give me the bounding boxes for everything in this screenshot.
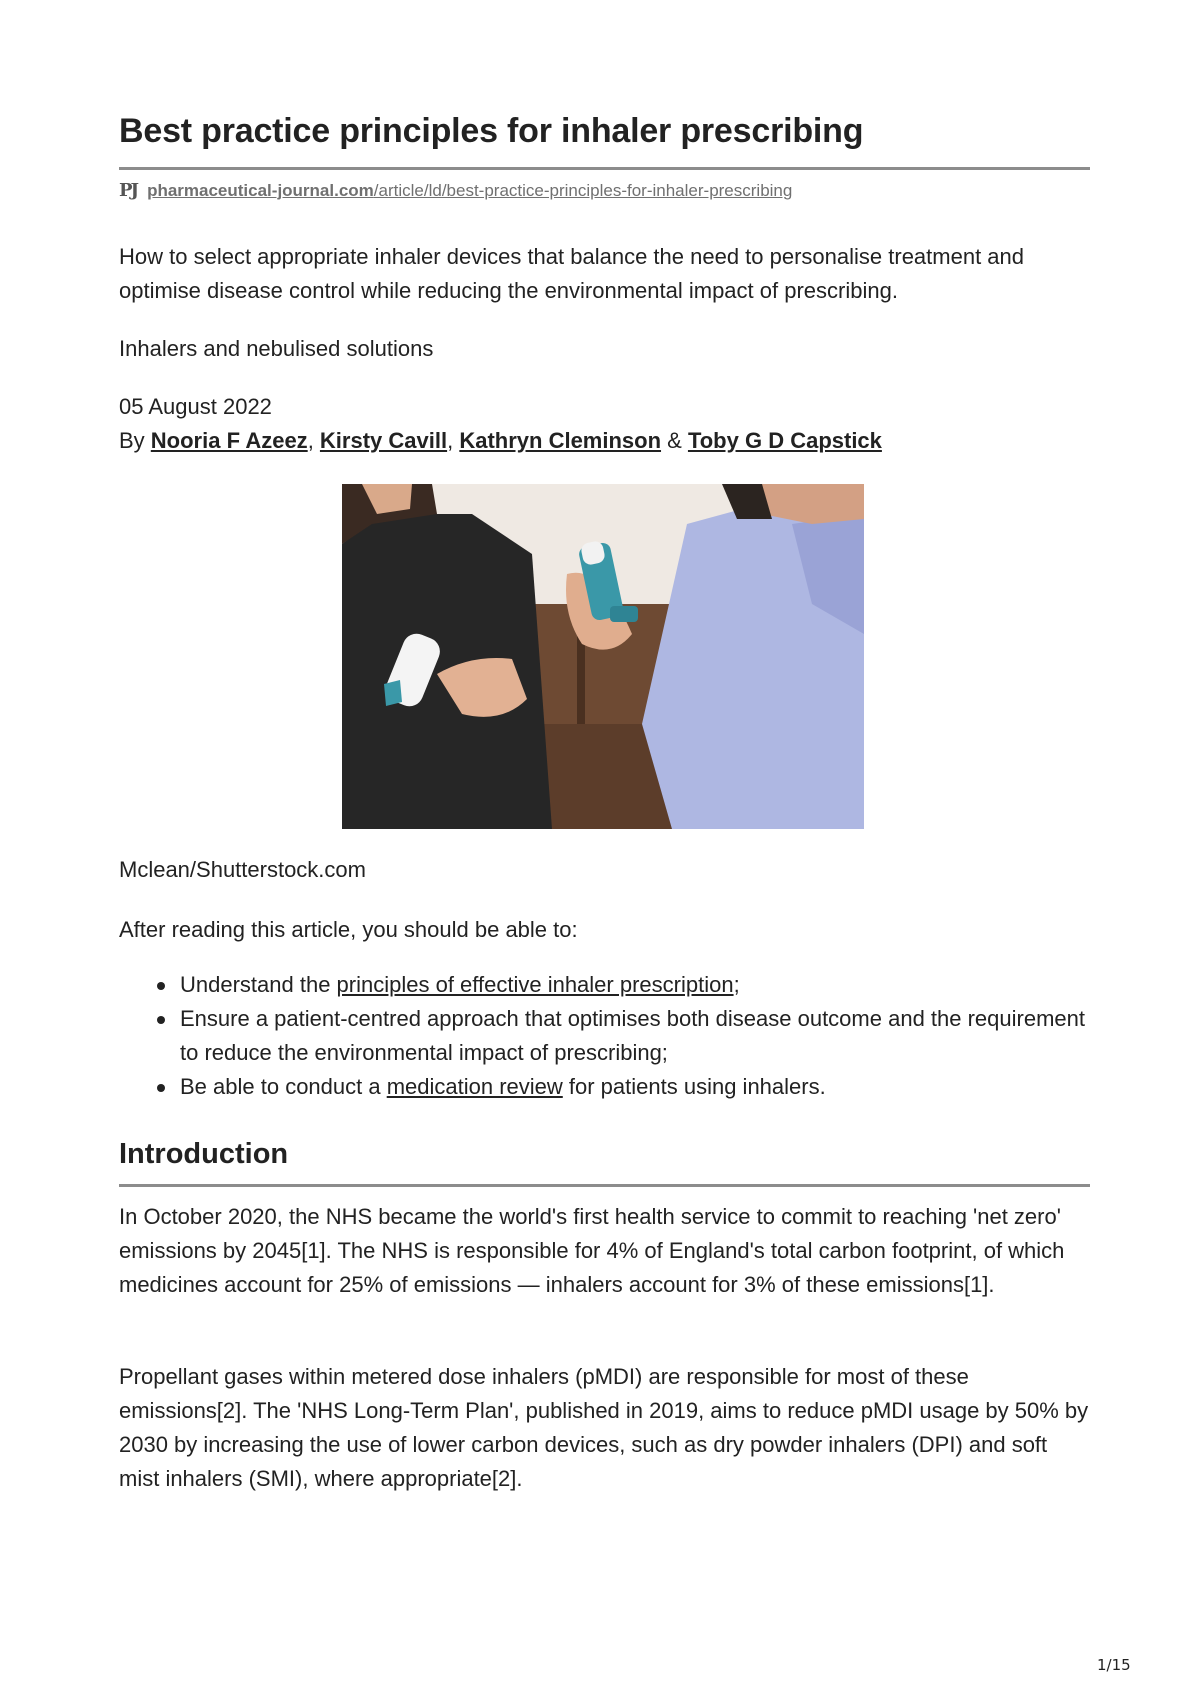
medication-review-link[interactable]: medication review (386, 1074, 563, 1099)
bullet-icon (157, 1016, 165, 1024)
page-number: 1/15 (1097, 1656, 1131, 1674)
source-link[interactable]: pharmaceutical-journal.com/article/ld/best-practice-principles-for-inhaler-prescribing (147, 180, 793, 200)
author-link[interactable]: Nooria F Azeez (150, 428, 308, 453)
intro-paragraph: In October 2020, the NHS became the world's first health service to commit to reaching 'net zero' emissions by 2045[1]. The NHS is responsible for 4% of England's total carbon footprint, of which medicines account for 25% of emissions — inhalers account for 3% of these emissions[1]. (119, 1204, 1065, 1297)
bullet-icon (157, 982, 165, 990)
principles-link[interactable]: principles of effective inhaler prescription (336, 972, 734, 997)
byline: By Nooria F Azeez, Kirsty Cavill, Kathryn Cleminson & Toby G D Capstick (119, 428, 882, 453)
hero-image (342, 484, 864, 829)
list-item: Understand the principles of effective inhaler prescription; (119, 968, 1090, 1002)
inhaler-photo (342, 484, 864, 829)
article-lede: How to select appropriate inhaler devices that balance the need to personalise treatment and optimise disease control while reducing the environmental impact of prescribing. (119, 244, 1025, 303)
title-divider (119, 167, 1090, 170)
article-title: Best practice principles for inhaler prescribing (119, 112, 864, 150)
publish-date: 05 August 2022 (119, 394, 272, 419)
learning-objectives-list (119, 968, 1090, 1104)
introduction-heading: Introduction (119, 1138, 289, 1170)
author-link[interactable]: Kirsty Cavill (319, 428, 448, 453)
bullet-icon (157, 1084, 165, 1092)
learning-outcomes-intro: After reading this article, you should be able to: (119, 917, 578, 942)
image-credit: Mclean/Shutterstock.com (119, 857, 366, 882)
source-line (119, 180, 792, 201)
author-link[interactable]: Kathryn Cleminson (459, 428, 662, 453)
author-link[interactable]: Toby G D Capstick (687, 428, 882, 453)
intro-paragraph: Propellant gases within metered dose inhalers (pMDI) are responsible for most of these emissions[2]. The 'NHS Long-Term Plan', published in 2019, aims to reduce pMDI usage by 50% by 2030 by increasing the use of lower carbon devices, such as dry powder inhalers (DPI) and soft mist inhalers (SMI), where appropriate[2]. (119, 1364, 1089, 1491)
pj-logo-icon: PJ (119, 180, 138, 201)
article-category: Inhalers and nebulised solutions (119, 336, 434, 361)
list-item: Ensure a patient-centred approach that optimises both disease outcome and the requirement to reduce the environmental impact of prescribing; (119, 1002, 1090, 1070)
list-item: Be able to conduct a medication review for patients using inhalers. (119, 1070, 1090, 1104)
introduction-divider (119, 1184, 1090, 1187)
